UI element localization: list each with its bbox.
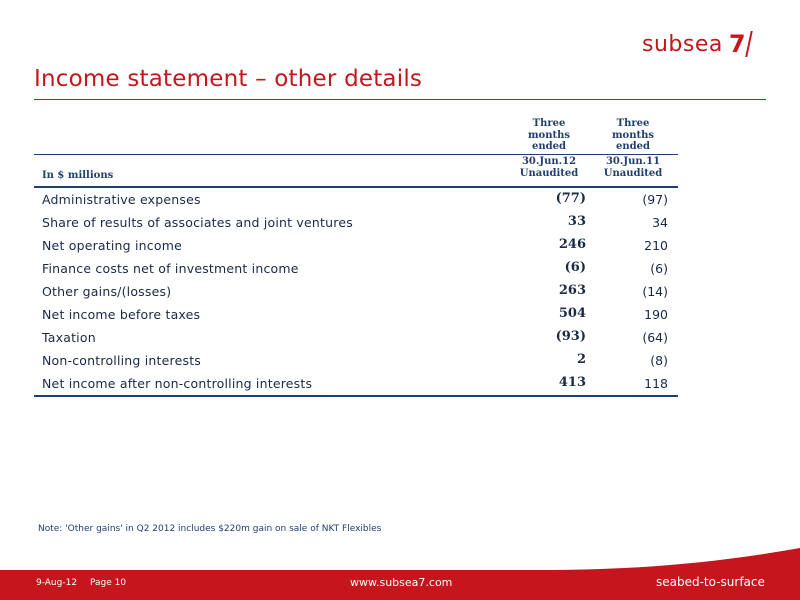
title-divider: [34, 99, 766, 100]
table-row: [34, 349, 678, 372]
row-prior-value: (8): [650, 353, 668, 368]
row-label: Administrative expenses: [42, 192, 201, 207]
col1-audit-status: Unaudited: [519, 167, 579, 179]
col2-date: 30.Jun.11: [605, 156, 661, 167]
row-prior-value: 118: [644, 376, 668, 391]
table-body: [34, 188, 678, 397]
row-prior-value: (97): [642, 192, 668, 207]
col1-top-line2: months: [527, 129, 571, 141]
row-current-value: (77): [555, 191, 586, 206]
col2-audit-status: Unaudited: [603, 167, 663, 179]
row-prior-value: 34: [652, 215, 668, 230]
logo-number: 7: [728, 30, 746, 58]
col2-top-line1: Three: [616, 118, 650, 129]
row-label: Taxation: [42, 330, 96, 345]
row-current-value: (6): [564, 260, 586, 275]
row-label: Net income before taxes: [42, 307, 201, 322]
row-label: Finance costs net of investment income: [42, 261, 299, 276]
logo-word: subsea: [642, 31, 723, 57]
table-row: [34, 280, 678, 303]
logo-slash: [745, 31, 753, 57]
table-row: [34, 211, 678, 234]
footer-url[interactable]: www.subsea7.com: [350, 576, 453, 589]
row-prior-value: (6): [650, 261, 668, 276]
table-row: [34, 234, 678, 257]
col1-top-line3: ended: [532, 141, 566, 152]
table-row: [34, 303, 678, 326]
footer-page-number: Page 10: [90, 578, 127, 588]
row-current-value: 33: [567, 214, 586, 229]
col1-date: 30.Jun.12: [521, 156, 577, 167]
company-logo: [642, 30, 750, 58]
row-label: Net income after non-controlling interests: [42, 376, 313, 391]
footer-tagline: seabed-to-surface: [656, 575, 765, 589]
table-row: [34, 257, 678, 280]
col1-date-header: [512, 156, 586, 179]
footnote: Note: 'Other gains' in Q2 2012 includes $220m gain on sale of NKT Flexibles: [38, 524, 382, 534]
table-row: [34, 372, 678, 395]
unit-label: In $ millions: [42, 170, 114, 181]
row-label: Other gains/(losses): [42, 284, 172, 299]
row-current-value: (93): [555, 329, 586, 344]
row-prior-value: (64): [642, 330, 668, 345]
row-current-value: 263: [558, 283, 586, 298]
row-prior-value: 210: [644, 238, 668, 253]
header-divider: [34, 154, 678, 155]
table-row: [34, 326, 678, 349]
row-label: Net operating income: [42, 238, 182, 253]
row-prior-value: 190: [644, 307, 668, 322]
row-current-value: 504: [558, 306, 586, 321]
row-label: Non-controlling interests: [42, 353, 202, 368]
income-table: [34, 116, 678, 397]
row-current-value: 2: [576, 352, 586, 367]
row-prior-value: (14): [642, 284, 668, 299]
col1-period-header: [512, 118, 586, 153]
col2-top-line3: ended: [616, 141, 650, 152]
row-label: Share of results of associates and joint ventures: [42, 215, 353, 230]
col2-top-line2: months: [611, 129, 655, 141]
footer-date: 9-Aug-12: [36, 578, 78, 588]
col2-period-header: [596, 118, 670, 153]
row-current-value: 246: [558, 237, 586, 252]
table-row: [34, 188, 678, 211]
row-current-value: 413: [558, 375, 586, 390]
col2-date-header: [596, 156, 670, 179]
col1-top-line1: Three: [532, 118, 566, 129]
page-title: Income statement – other details: [34, 66, 423, 92]
table-header: [34, 116, 678, 188]
